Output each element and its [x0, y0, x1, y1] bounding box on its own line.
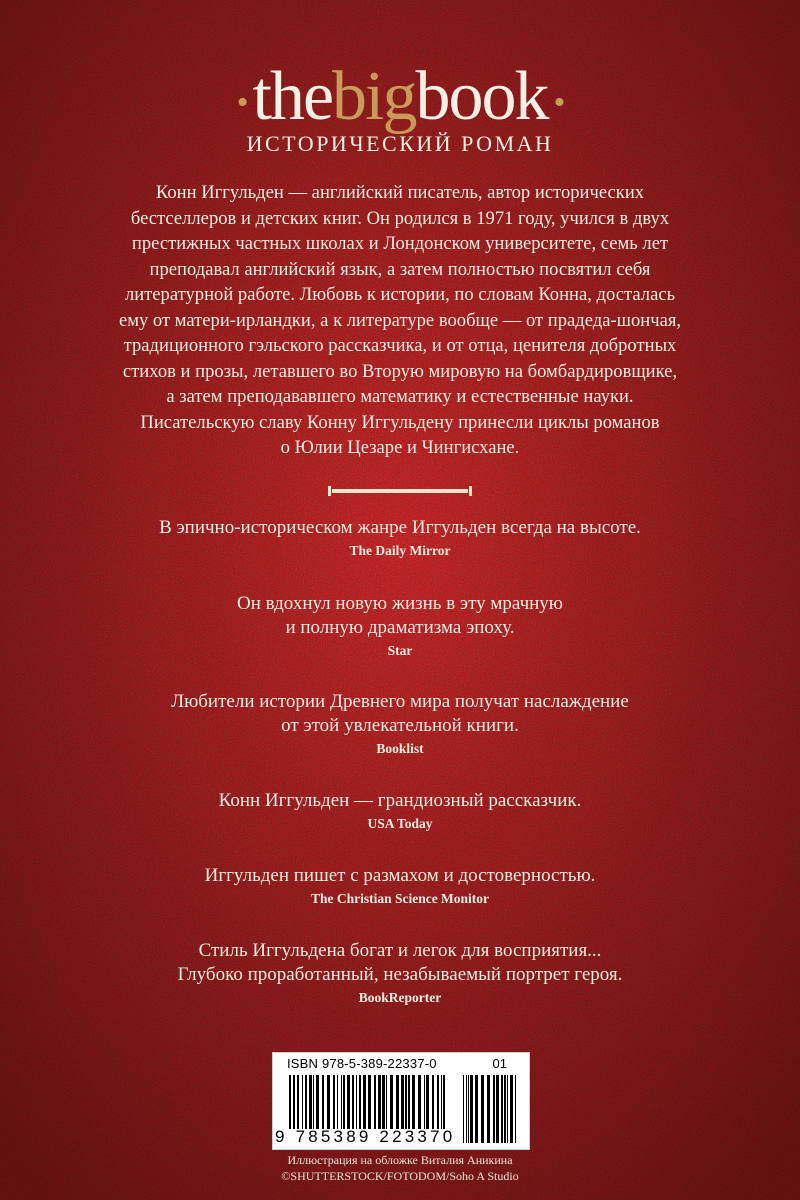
quote-text: В эпично-историческом жанре Иггульден всегда на высоте.: [159, 517, 641, 538]
barcode-bar: [341, 1075, 342, 1129]
review-quote: [50, 690, 750, 757]
credits-line-illustration: Иллюстрация на обложке Виталия Аникина: [287, 1153, 513, 1167]
barcode-bar: [363, 1075, 366, 1129]
bio-line: литературной работе. Любовь к истории, по словам Конна, досталась: [124, 284, 676, 305]
bio-line: Конн Иггульден — английский писатель, автор исторических: [155, 182, 645, 203]
barcode-bar: [368, 1075, 371, 1129]
barcode-bar: [352, 1075, 354, 1129]
barcode-bar: [504, 1075, 506, 1143]
barcode-bar: [487, 1075, 490, 1143]
barcode-bar: [386, 1075, 387, 1129]
barcode-bar: [466, 1075, 467, 1143]
barcode-bar: [289, 1075, 291, 1129]
bio-line: ему от матери-ирландки, а к литературе вообще — от прадеда-шончая,: [118, 309, 682, 331]
brand-the: the: [252, 58, 333, 135]
credits-line-copyright: ©SHUTTERSTOCK/FOTODOM/Soho A Studio: [281, 1169, 519, 1183]
review-quote: [50, 864, 750, 907]
barcode-bar: [412, 1075, 415, 1129]
bio-line: престижных частных школах и Лондонском университете, семь лет: [131, 233, 669, 254]
barcode-bar: [356, 1075, 357, 1129]
brand-dot-left-icon: •: [236, 83, 247, 121]
barcode-bar: [493, 1075, 495, 1143]
barcode-bar: [293, 1075, 295, 1129]
barcode-bar: [515, 1075, 516, 1143]
barcode-bar: [426, 1075, 429, 1129]
barcode-bar: [359, 1075, 361, 1129]
quote-text: Глубоко проработанный, незабываемый портрет героя.: [177, 964, 623, 985]
barcode-digits: 9 785389 223370: [275, 1127, 456, 1146]
bio-line: а затем преподававшего математику и естественные науки.: [166, 386, 634, 407]
barcode-bar: [510, 1075, 513, 1143]
isbn-barcode: [272, 1052, 530, 1150]
author-bio: [50, 180, 750, 461]
quote-source: Booklist: [376, 741, 424, 756]
review-quote: [50, 516, 750, 559]
barcode-bar: [327, 1075, 330, 1129]
quote-text: Стиль Иггульдена богат и легок для восприятия...: [198, 940, 602, 961]
brand-book: book: [415, 58, 548, 135]
quote-source: BookReporter: [358, 990, 442, 1005]
barcode-bar: [475, 1075, 478, 1143]
bio-line: бестселлеров и детских книг. Он родился в 1971 году, учился в двух: [130, 207, 670, 229]
barcode-bar: [443, 1075, 445, 1129]
barcode-bar: [481, 1075, 484, 1143]
barcode-bar: [382, 1075, 385, 1129]
brand-dot-right-icon: •: [553, 83, 564, 121]
barcode-bar: [470, 1075, 473, 1143]
barcode-bar: [405, 1075, 407, 1129]
barcode-bar: [396, 1075, 399, 1129]
barcode-bar: [322, 1075, 324, 1129]
barcode-bar: [390, 1075, 393, 1129]
barcode-bar: [313, 1075, 314, 1129]
brand-big: big: [332, 58, 416, 135]
barcode-bar: [432, 1075, 434, 1129]
quote-source: Star: [387, 643, 413, 658]
bio-line: традиционного гэльского рассказчика, и от отца, ценителя добротных: [123, 335, 677, 356]
barcode-bar: [418, 1075, 421, 1129]
barcode-bar: [374, 1075, 376, 1129]
bio-line: преподавал английский язык, а затем полностью посвятил себя: [149, 258, 651, 280]
barcode-bar: [378, 1075, 381, 1129]
quote-text: и полную драматизма эпоху.: [285, 617, 515, 638]
barcode-bar: [441, 1075, 442, 1129]
quote-text: Он вдохнул новую жизнь в эту мрачную: [236, 593, 563, 614]
barcode-bar: [316, 1075, 319, 1129]
barcode-bar: [347, 1075, 350, 1129]
quote-text: Иггульден пишет с размахом и достоверностью.: [204, 865, 596, 886]
barcode-bar: [424, 1075, 425, 1129]
quote-text: Конн Иггульден — грандиозный рассказчик.: [218, 790, 582, 811]
quote-source: USA Today: [367, 816, 433, 831]
barcode-bar: [507, 1075, 508, 1143]
bio-line: Писательскую славу Конну Иггульдену принесли циклы романов: [140, 411, 660, 433]
series-subtitle: ИСТОРИЧЕСКИЙ РОМАН: [246, 131, 554, 156]
quote-source: The Daily Mirror: [349, 543, 451, 558]
barcode-bar: [501, 1075, 503, 1143]
barcode-bar: [297, 1075, 299, 1129]
barcode-bar: [305, 1075, 307, 1129]
bio-line: о Юлии Цезаре и Чингисхане.: [280, 437, 520, 458]
barcode-bar: [463, 1075, 464, 1143]
barcode-bar: [496, 1075, 499, 1143]
barcode-bar: [408, 1075, 410, 1129]
barcode-bar: [401, 1075, 404, 1129]
isbn-number: ISBN 978-5-389-22337-0: [287, 1056, 437, 1071]
quote-source: The Christian Science Monitor: [310, 891, 490, 906]
quote-text: Любители истории Древнего мира получат наслаждение: [171, 691, 629, 712]
barcode-bar: [337, 1075, 338, 1129]
barcode-bar: [468, 1075, 469, 1143]
review-quote: [50, 592, 750, 659]
isbn-addon: 01: [492, 1056, 507, 1071]
barcode-bar: [309, 1075, 312, 1129]
barcode-bar: [437, 1075, 439, 1129]
quote-text: от этой увлекательной книги.: [281, 715, 519, 736]
review-quote: [50, 939, 750, 1006]
bio-line: стихов и прозы, летавшего во Вторую мировую на бомбардировщике,: [122, 360, 678, 382]
barcode-bar: [333, 1075, 335, 1129]
barcode-bar: [343, 1075, 345, 1129]
review-quote: [50, 789, 750, 832]
ornamental-divider: [328, 486, 472, 496]
barcode-bar: [302, 1075, 303, 1129]
cover-credits: [0, 1152, 800, 1184]
